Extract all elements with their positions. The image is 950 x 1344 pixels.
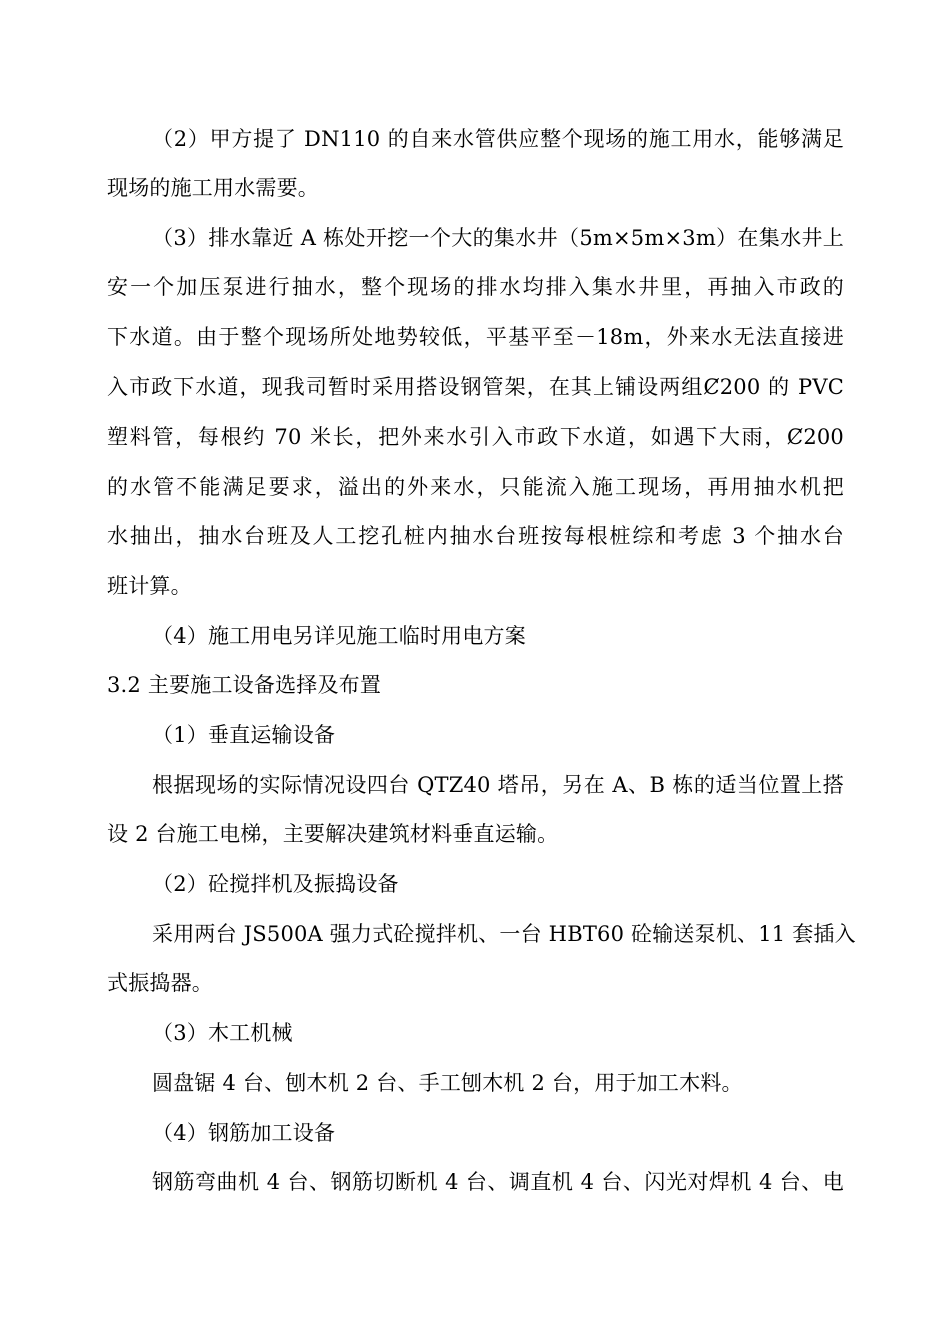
concrete-equipment-heading: （2）砼搅拌机及振捣设备 (152, 872, 399, 896)
concrete-equipment-line-2: 式振捣器。 (107, 971, 213, 995)
drainage-line-2: 安一个加压泵进行抽水，整个现场的排水均排入集水井里，再抽入市政的 (107, 275, 844, 299)
drainage-line-6: 的水管不能满足要求，溢出的外来水，只能流入施工现场，再用抽水机把 (107, 475, 844, 499)
drainage-line-7: 水抽出，抽水台班及人工挖孔桩内抽水台班按每根桩综和考虑 3 个抽水台 (107, 524, 844, 548)
drainage-line-8: 班计算。 (107, 574, 192, 598)
drainage-line-1: （3）排水靠近 A 栋处开挖一个大的集水井（5m×5m×3m）在集水井上 (152, 226, 844, 250)
vertical-transport-line-2: 设 2 台施工电梯，主要解决建筑材料垂直运输。 (107, 822, 559, 846)
rebar-heading: （4）钢筋加工设备 (152, 1121, 336, 1145)
drainage-line-5: 塑料管，每根约 70 米长，把外来水引入市政下水道，如遇下大雨，Ȼ200 (107, 425, 844, 449)
woodwork-line-1: 圆盘锯 4 台、刨木机 2 台、手工刨木机 2 台，用于加工木料。 (152, 1071, 743, 1095)
section-heading: 3.2 主要施工设备选择及布置 (107, 673, 382, 697)
concrete-equipment-line-1: 采用两台 JS500A 强力式砼搅拌机、一台 HBT60 砼输送泵机、11 套插入 (152, 922, 856, 946)
vertical-transport-line-1: 根据现场的实际情况设四台 QTZ40 塔吊，另在 A、B 栋的适当位置上搭 (152, 773, 844, 797)
water-supply-line-1: （2）甲方提了 DN110 的自来水管供应整个现场的施工用水，能够满足 (152, 127, 844, 151)
vertical-transport-heading: （1）垂直运输设备 (152, 723, 336, 747)
rebar-line-1: 钢筋弯曲机 4 台、钢筋切断机 4 台、调直机 4 台、闪光对焊机 4 台、电 (152, 1170, 844, 1194)
woodwork-heading: （3）木工机械 (152, 1021, 293, 1045)
drainage-line-3: 下水道。由于整个现场所处地势较低，平基平至－18m，外来水无法直接进 (107, 325, 844, 349)
drainage-line-4: 入市政下水道，现我司暂时采用搭设钢管架，在其上铺设两组Ȼ200 的 PVC (107, 375, 844, 399)
water-supply-line-2: 现场的施工用水需要。 (107, 176, 319, 200)
power-line: （4）施工用电另详见施工临时用电方案 (152, 624, 526, 648)
